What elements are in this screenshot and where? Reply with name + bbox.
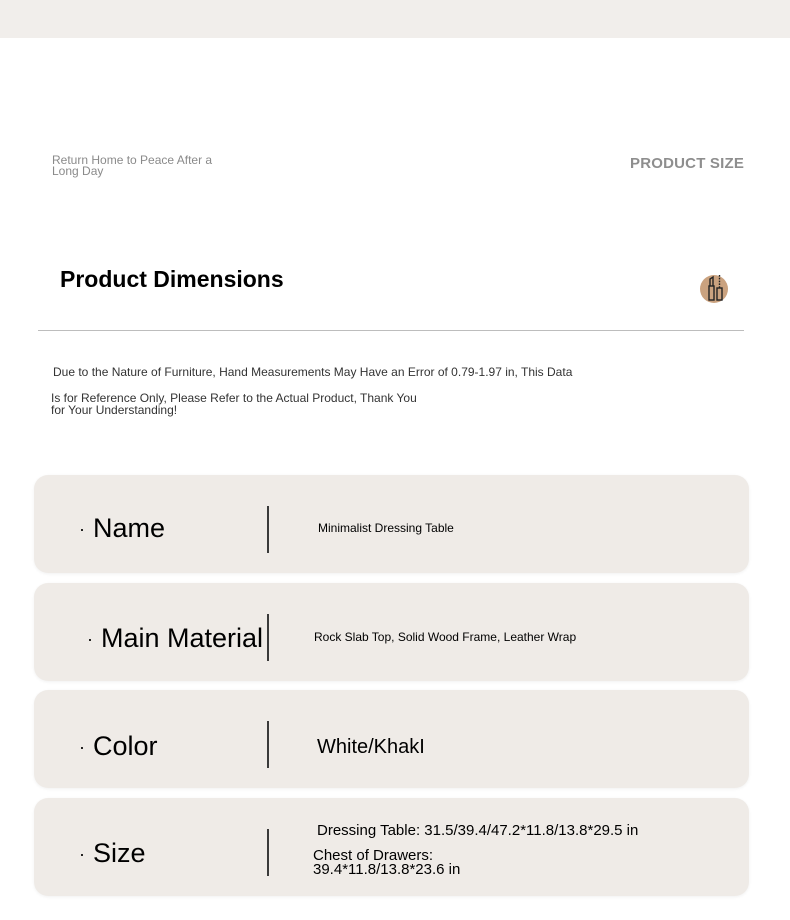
spec-label: · Size xyxy=(79,838,146,868)
spec-row-size xyxy=(34,798,749,896)
makeup-tubes-icon xyxy=(699,273,729,303)
top-banner-strip xyxy=(0,0,790,38)
section-title: Product Dimensions xyxy=(60,266,284,292)
spec-value-line-3: 39.4*11.8/13.8*23.6 in xyxy=(313,861,461,878)
spec-value-line-2: Chest of Drawers: xyxy=(313,847,434,864)
divider-line xyxy=(267,829,269,876)
spec-label: · Name xyxy=(79,513,166,543)
divider-line xyxy=(267,721,269,768)
spec-value: Rock Slab Top, Solid Wood Frame, Leather Wrap xyxy=(314,630,577,644)
spec-label: · Main Material xyxy=(87,623,264,653)
spec-label: · Color xyxy=(79,731,158,761)
divider-line xyxy=(267,506,269,553)
disclaimer-line-2: Is for Reference Only, Please Refer to the Actual Product, Thank You for Your Understanding! xyxy=(51,391,417,417)
disclaimer-line-1: Due to the Nature of Furniture, Hand Measurements May Have an Error of 0.79-1.97 in, This Data xyxy=(53,365,573,379)
divider-line xyxy=(267,614,269,661)
spec-row-material xyxy=(34,583,749,681)
spec-value-line-1: Dressing Table: 31.5/39.4/47.2*11.8/13.8*29.5 in xyxy=(317,822,639,839)
spec-row-color xyxy=(34,690,749,788)
spec-value: Minimalist Dressing Table xyxy=(318,521,454,535)
divider xyxy=(38,330,744,331)
spec-row-name xyxy=(34,475,749,573)
spec-value: White/KhakI xyxy=(317,736,425,758)
tagline: Return Home to Peace After a Long Day xyxy=(52,153,213,178)
section-label: PRODUCT SIZE xyxy=(630,155,745,172)
